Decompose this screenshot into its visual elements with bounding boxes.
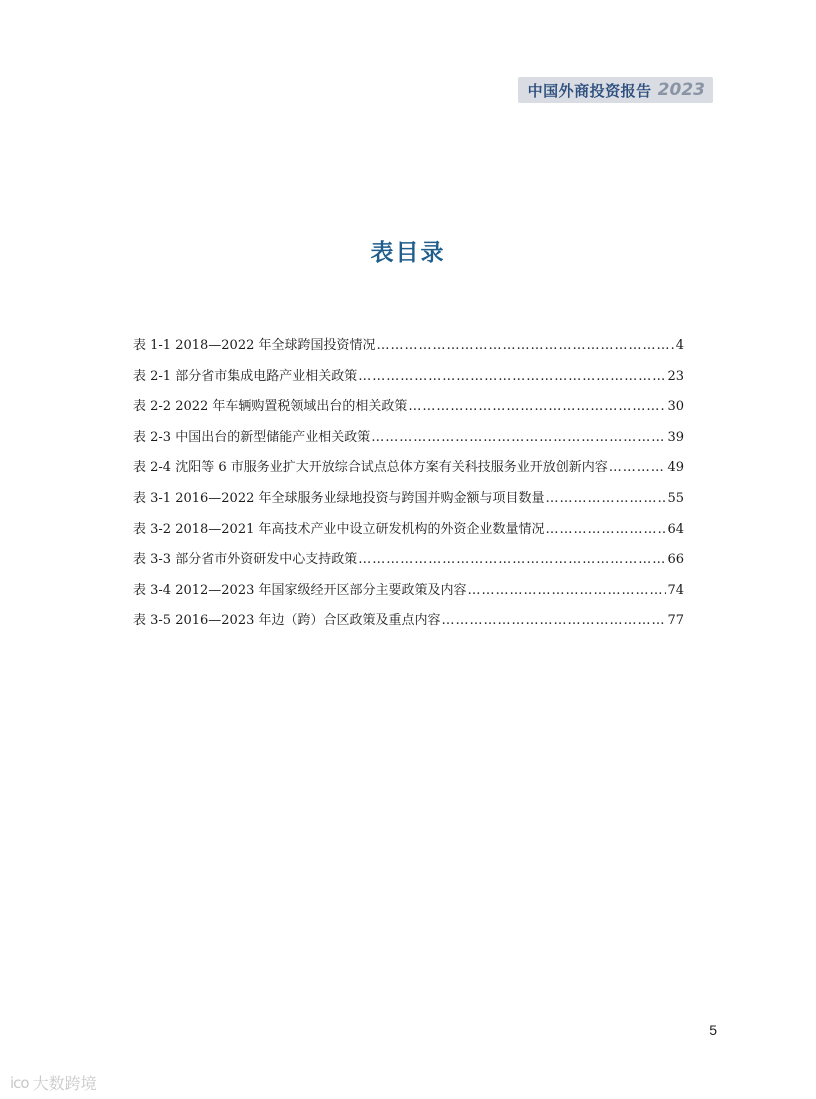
toc-leader-dots [546,520,667,540]
toc-leader-dots [546,489,667,509]
watermark-logo-icon: ico [10,1073,29,1092]
toc-entry-page: 4 [675,338,684,353]
report-title: 中国外商投资报告 [527,81,652,100]
toc-entry-page: 66 [667,552,684,568]
toc-entry-label: 表 2-2 2022 年车辆购置税领域出台的相关政策 [133,399,408,415]
toc-entry[interactable] [133,520,684,551]
toc-entry-page: 55 [667,490,684,506]
toc-entry[interactable] [133,489,684,520]
toc-entry-label: 表 2-3 中国出台的新型储能产业相关政策 [133,429,371,445]
toc-leader-dots [377,336,675,356]
report-year: 2023 [657,80,705,100]
toc-entry-page: 49 [667,460,684,476]
toc-entry-label: 表 2-4 沈阳等 6 市服务业扩大开放综合试点总体方案有关科技服务业开放创新内容 [133,460,608,476]
toc-entry-label: 表 3-4 2012—2023 年国家级经开区部分主要政策及内容 [133,582,467,598]
toc-entry-page: 74 [667,582,684,598]
page-heading: 表目录 [370,240,446,266]
toc-entry-label: 表 3-2 2018—2021 年高技术产业中设立研发机构的外资企业数量情况 [133,521,545,537]
watermark [10,1071,97,1094]
toc-leader-dots [468,581,667,601]
watermark-text: 大数跨境 [32,1074,97,1093]
toc-entry[interactable] [133,611,684,642]
toc-entry-page: 64 [667,521,684,537]
toc-entry[interactable] [133,550,684,581]
toc-leader-dots [408,397,666,417]
toc-entry-label: 表 3-1 2016—2022 年全球服务业绿地投资与跨国并购金额与项目数量 [133,490,545,506]
toc-entry[interactable] [133,397,684,428]
toc-entry[interactable] [133,581,684,612]
table-of-contents [133,336,684,642]
toc-entry-page: 30 [667,399,684,415]
toc-entry[interactable] [133,428,684,459]
toc-entry-label: 表 3-5 2016—2023 年边（跨）合区政策及重点内容 [133,613,441,629]
toc-entry-page: 23 [667,368,684,384]
toc-leader-dots [358,367,666,387]
toc-entry[interactable] [133,336,684,367]
report-header-badge [518,77,713,103]
toc-entry-page: 39 [667,429,684,445]
toc-entry-label: 表 3-3 部分省市外资研发中心支持政策 [133,552,358,568]
toc-entry[interactable] [133,367,684,398]
toc-entry[interactable] [133,458,684,489]
toc-entry-label: 表 2-1 部分省市集成电路产业相关政策 [133,368,358,384]
toc-leader-dots [358,550,666,570]
page-number: 5 [709,1022,717,1038]
toc-leader-dots [442,611,667,631]
toc-leader-dots [609,458,667,478]
toc-leader-dots [371,428,666,448]
toc-entry-page: 77 [667,613,684,629]
toc-entry-label: 表 1-1 2018—2022 年全球跨国投资情况 [133,338,376,353]
